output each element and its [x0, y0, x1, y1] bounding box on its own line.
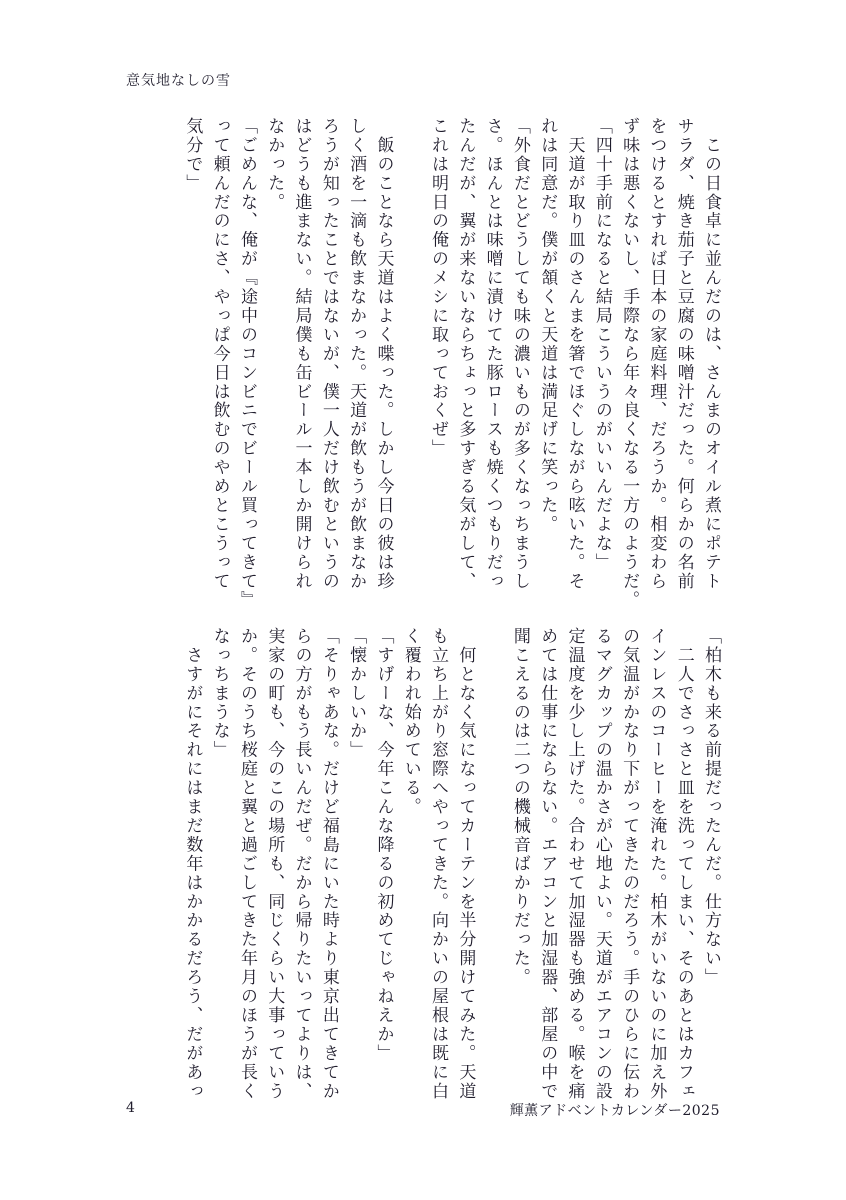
- text-line: って頼んだのにさ、やっぱ今日は飲むのやめとこうって: [209, 117, 230, 591]
- text-line: 「懐かしいか」: [346, 627, 367, 760]
- text-line: なかった。: [264, 117, 285, 212]
- text-line: しく酒を一滴も飲まなかった。天道が飲もうが飲まなか: [346, 117, 367, 591]
- text-line: 飯のことなら天道はよく喋った。しかし今日の彼は珍: [373, 117, 394, 591]
- lower-text-block: [124, 627, 724, 1105]
- text-line: 気分で」: [182, 117, 203, 193]
- text-line: をつけるとすれば日本の家庭料理、だろうか。相変わら: [646, 117, 667, 591]
- text-line: 何となく気になってカーテンを半分開けてみた。天道: [455, 627, 476, 1101]
- upper-text-block: [124, 117, 724, 610]
- text-line: 聞こえるのは二つの機械音ばかりだった。: [509, 627, 530, 988]
- text-line: 「柏木も来る前提だったんだ。仕方ない」: [701, 627, 721, 988]
- text-line: 実家の町も、今のこの場所も、同じくらい大事っていう: [264, 627, 285, 1101]
- text-line: 「そりゃあな。だけど福島にいた時より東京出てきてか: [318, 627, 339, 1101]
- text-line: 「四十手前になると結局こういうのがいいんだよな」: [591, 117, 612, 572]
- page-number: 4: [126, 1100, 135, 1116]
- text-line: 天道が取り皿のさんまを箸でほぐしながら呟いた。そ: [564, 117, 585, 591]
- text-line: インレスのコーヒーを淹れた。柏木がいないのに加え外: [646, 627, 667, 1101]
- text-line: 「外食だとどうしても味の濃いものが多くなっちまうし: [509, 117, 530, 591]
- running-footer-title: 輝薫アドベントカレンダー2025: [509, 1103, 720, 1119]
- text-line: めては仕事にならない。エアコンと加湿器、部屋の中で: [537, 627, 558, 1101]
- text-line: これは明日の俺のメシに取っておくぜ」: [428, 117, 449, 459]
- text-line: たんだが、翼が来ないならちょっと多すぎる気がして、: [455, 117, 476, 591]
- text-line: はどうも進まない。結局僕も缶ビール一本しか開けられ: [291, 117, 312, 591]
- text-line: この日食卓に並んだのは、さんまのオイル煮にポテト: [701, 117, 721, 591]
- blank-line: [396, 117, 423, 595]
- text-line: 定温度を少し上げた。合わせて加湿器も強める。喉を痛: [564, 627, 585, 1101]
- text-line: の気温がかなり下がってきたのだろう。手のひらに伝わ: [619, 627, 640, 1101]
- text-line: ず味は悪くないし、手際なら年々良くなる一方のようだ。: [619, 117, 640, 610]
- text-line: らの方がもう長いんだぜ。だから帰りたいってよりは、: [291, 627, 312, 1101]
- text-line: 「ごめんな、俺が『途中のコンビニでビール買ってきて』: [236, 117, 257, 610]
- text-line: るマグカップの温かさが心地よい。天道がエアコンの設: [591, 627, 612, 1101]
- blank-line: [478, 627, 505, 1105]
- text-line: サラダ、焼き茄子と豆腐の味噌汁だった。何らかの名前: [673, 117, 694, 591]
- text-line: 「すげーな、今年こんな降るの初めてじゃねえか」: [373, 627, 394, 1063]
- running-header-title: 意気地なしの雪: [126, 73, 231, 89]
- text-line: 二人でさっさと皿を洗ってしまい、そのあとはカフェ: [673, 627, 694, 1101]
- text-line: く覆われ始めている。: [400, 627, 421, 817]
- text-line: なっちまうな」: [209, 627, 230, 760]
- text-line: さ。ほんとは味噌に漬けてた豚ロースも焼くつもりだっ: [482, 117, 503, 591]
- text-line: さすがにそれにはまだ数年はかかるだろう、だがあっ: [182, 627, 203, 1101]
- text-line: か。そのうち桜庭と翼と過ごしてきた年月のほうが長く: [236, 627, 257, 1101]
- text-line: ろうが知ったことではないが、僕一人だけ飲むというの: [318, 117, 339, 591]
- text-line: も立ち上がり窓際へやってきた。向かいの屋根は既に白: [428, 627, 449, 1101]
- text-line: れは同意だ。僕が頷くと天道は満足げに笑った。: [537, 117, 558, 534]
